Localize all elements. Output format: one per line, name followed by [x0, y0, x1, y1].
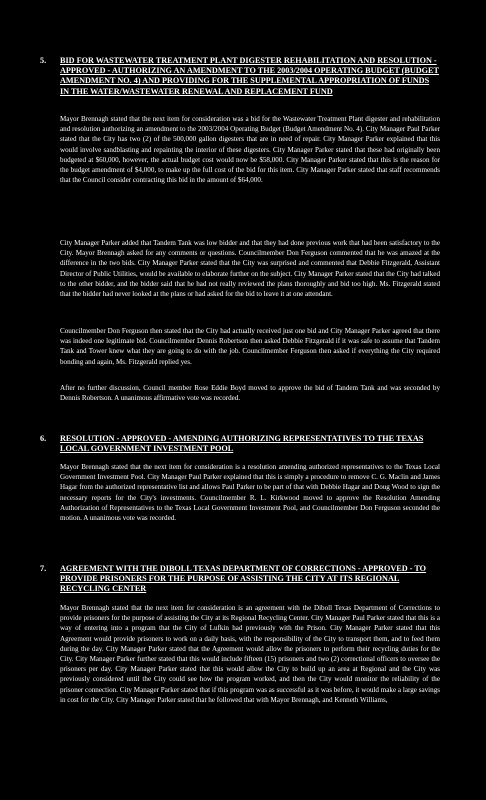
item-5-paragraph-1: Mayor Brennagh stated that the next item for consideration was a bid for the Wastewater Treatment Plant digester and rehabilitation and resolution authorizing an amendment to the 2003/2004 Operating Budget (Budget Amendment No. 4). City Manager Paul Parker stated that the City has two (2) of the 500,000 gallon digesters that are in need of repair. City Manager Parker explained that this would involve sandblasting and repainting the interior of these digesters. City Manager Parker stated that these had originally been budgeted at $60,000, however, the actual budget cost would now be $58,000. City Manager Parker stated that this is the reason for the budget amendment of $4,000, to make up the full cost of the bid for this item. City Manager Parker stated that staff recommends that the Council consider contracting this bid in the amount of $64,000. [60, 115, 440, 185]
item-5-paragraph-3: Councilmember Don Ferguson then stated that the City had actually received just one bid and City Manager Parker agreed that there was indeed one legitimate bid. Councilmember Dennis Robertson then asked Debbie Fitzgerald if it was safe to assume that Tandem Tank and Tower knew what they are going to do with the job. Councilmember Ferguson then asked if everything the City required bonding and again, Ms. Fitzgerald replied yes. [60, 327, 440, 366]
item-6-paragraph-1: Mayor Brennagh stated that the next item for consideration is a resolution amending authorized representatives to the Texas Local Government Investment Pool. City Manager Paul Parker explained that this is simply a procedure to remove C. G. Maclin and James Hagar from the authorized representative list and allows Paul Parker to be part of that with Debbie Hagar and Doug Wood to sign the necessary reports for the City's investments. Councilmember R. L. Kirkwood moved to approve the Resolution Amending Authorization of Representatives to the Texas Local Government Investment Pool, and Councilmember Don Ferguson seconded the motion. A unanimous vote was recorded. [60, 463, 440, 523]
item-7-paragraph-1: Mayor Brennagh stated that the next item for consideration is an agreement with the Diboll Texas Department of Corrections to provide prisoners for the purpose of assisting the City at its Regional Recycling Center. City Manager Paul Parker stated that this is a way of entering into a program that the City of Lufkin had previously with the Prison. City Manager Parker stated that this Agreement would provide prisoners to work on a daily basis, with the responsibility of the City to transport them, and to feed them during the day. City Manager Parker stated that the Agreement would allow the prisoners to perform their recycling duties for the City. City Manager Parker further stated that this would include fifteen (15) prisoners and two (2) correctional officers to oversee the prisoners per day. City Manager Parker stated that this would allow the City to build up an area at Regional and the City was previously considered until the City could see how the program worked, and then the City would monitor the reliability of the prisoner connection. City Manager Parker stated that if this program was as successful as it was before, it would make a large savings in cost for the City. City Manager Parker stated that he followed that with Mayor Brennagh, and Kenneth Williams, [60, 604, 440, 704]
item-heading: AGREEMENT WITH THE DIBOLL TEXAS DEPARTMENT OF CORRECTIONS - APPROVED - TO PROVIDE PRISONERS FOR THE PURPOSE OF ASSISTING THE CITY AT ITS REGIONAL RECYCLING CENTER [60, 564, 427, 594]
item-heading: RESOLUTION - APPROVED - AMENDING AUTHORIZING REPRESENTATIVES TO THE TEXAS LOCAL GOVERNMENT INVESTMENT POOL [60, 434, 424, 454]
agenda-item-5 [40, 56, 440, 97]
item-number: 6. [40, 434, 47, 443]
agenda-item-7 [40, 564, 440, 595]
item-number: 5. [40, 56, 47, 65]
item-heading: BID FOR WASTEWATER TREATMENT PLANT DIGESTER REHABILITATION AND RESOLUTION - APPROVED - AUTHORIZING AN AMENDMENT TO THE 2003/2004 OPERATING BUDGET (BUDGET AMENDMENT NO. 4) AND PROVIDING FOR THE SUPPLEMENTAL APPROPRIATION OF FUNDS IN THE WATER/WASTEWATER RENEWAL AND REPLACEMENT FUND [60, 56, 439, 96]
item-5-paragraph-4: After no further discussion, Council member Rose Eddie Boyd moved to approve the bid of Tandem Tank and was seconded by Dennis Robertson. A unanimous affirmative vote was recorded. [60, 384, 440, 403]
item-5-paragraph-2: City Manager Parker added that Tandem Tank was low bidder and that they had done previous work that had been satisfactory to the City. Mayor Brennagh asked for any comments or questions. Councilmember Don Ferguson commented that he was amazed at the difference in the two bids. City Manager Parker stated that the City was surprised and commented that Debbie Fitzgerald, Assistant Director of Public Utilities, would be available to elaborate further on the subject. City Manager Parker stated that the City had talked to the other bidder, and the bidder said that he had not really reviewed the plans thoroughly and bid too high. Ms. Fitzgerald stated that the bidder had never looked at the plans or had asked for the bid to leave it at one attendant. [60, 239, 440, 299]
item-number: 7. [40, 564, 47, 573]
agenda-item-6 [40, 434, 440, 454]
